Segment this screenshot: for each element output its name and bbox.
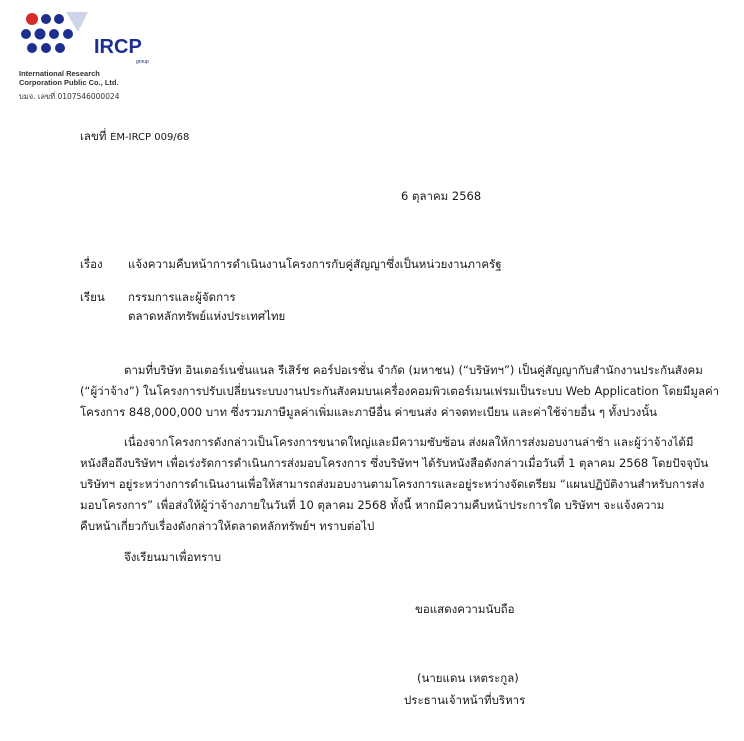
salutation: ขอแสดงความนับถือ — [415, 602, 515, 616]
body-paragraph-2 — [80, 432, 709, 537]
recipient-label: เรียน — [80, 290, 105, 304]
recipient-line1: กรรมการและผู้จัดการ — [128, 290, 236, 304]
company-name — [19, 69, 119, 87]
company-name-line1: International Research — [19, 69, 100, 78]
signer-title: ประธานเจ้าหน้าที่บริหาร — [404, 693, 526, 707]
logo-text: IRCP — [94, 36, 142, 58]
para2-line: หนังสือถึงบริษัทฯ เพื่อเร่งรัดการดำเนินการส่งมอบโครงการ ซึ่งบริษัทฯ ได้รับหนังสือดังกล่าวเมื่อวันที่ 1 ตุลาคม 2568 โดยปัจจุบัน — [80, 456, 709, 470]
registration-number: บมจ. เลขที่ 0107546000024 — [19, 92, 120, 101]
recipient-line2: ตลาดหลักทรัพย์แห่งประเทศไทย — [128, 309, 286, 323]
company-logo — [18, 10, 158, 68]
company-name-line2: Corporation Public Co., Ltd. — [19, 78, 119, 87]
para1-line: ตามที่บริษัท อินเตอร์เนชั่นแนล รีเสิร์ช คอร์ปอเรชั่น จำกัด (มหาชน) (“บริษัทฯ”) เป็นคู่สัญญากับสำนักงานประกันสังคม — [124, 363, 703, 377]
para2-line: คืบหน้าเกี่ยวกับเรื่องดังกล่าวให้ตลาดหลักทรัพย์ฯ ทราบต่อไป — [80, 519, 375, 533]
reference-label: เลขที่ — [80, 129, 107, 143]
para2-line: เนื่องจากโครงการดังกล่าวเป็นโครงการขนาดใหญ่และมีความซับซ้อน ส่งผลให้การส่งมอบงานล่าช้า และผู้ว่าจ้างได้มี — [124, 435, 694, 449]
para1-line: โครงการ 848,000,000 บาท ซึ่งรวมภาษีมูลค่าเพิ่มและภาษีอื่น ค่าขนส่ง ค่าจดทะเบียน และค่าใช้จ่ายอื่น ๆ ทั้งปวงนั้น — [80, 405, 657, 419]
ircp-logo-icon — [18, 10, 158, 68]
para2-line: บริษัทฯ อยู่ระหว่างการดำเนินงานเพื่อให้สามารถส่งมอบงานตามโครงการและอยู่ระหว่างจัดเตรียม “แผนปฏิบัติงานสำหรับการส่ง — [80, 477, 705, 491]
closing-line: จึงเรียนมาเพื่อทราบ — [124, 550, 222, 564]
reference-value: EM-IRCP 009/68 — [110, 132, 190, 143]
para1-line: (“ผู้ว่าจ้าง”) ในโครงการปรับเปลี่ยนระบบงานประกันสังคมบนเครื่องคอมพิวเตอร์เมนเฟรมเป็นระบบ Web Application โดยมีมูลค่า — [80, 384, 720, 398]
letter-date: 6 ตุลาคม 2568 — [401, 189, 482, 203]
body-paragraph-1 — [80, 360, 720, 423]
reference-number — [80, 128, 189, 146]
signer-name: (นายแดน เหตระกูล) — [417, 671, 519, 685]
subject-label: เรื่อง — [80, 257, 103, 271]
para2-line: มอบโครงการ” เพื่อส่งให้ผู้ว่าจ้างภายในวันที่ 10 ตุลาคม 2568 ทั้งนี้ หากมีความคืบหน้าประการใด บริษัทฯ จะแจ้งความ — [80, 498, 665, 512]
logo-sub: group — [136, 59, 149, 65]
subject-text: แจ้งความคืบหน้าการดำเนินงานโครงการกับคู่สัญญาซึ่งเป็นหน่วยงานภาครัฐ — [128, 257, 502, 271]
